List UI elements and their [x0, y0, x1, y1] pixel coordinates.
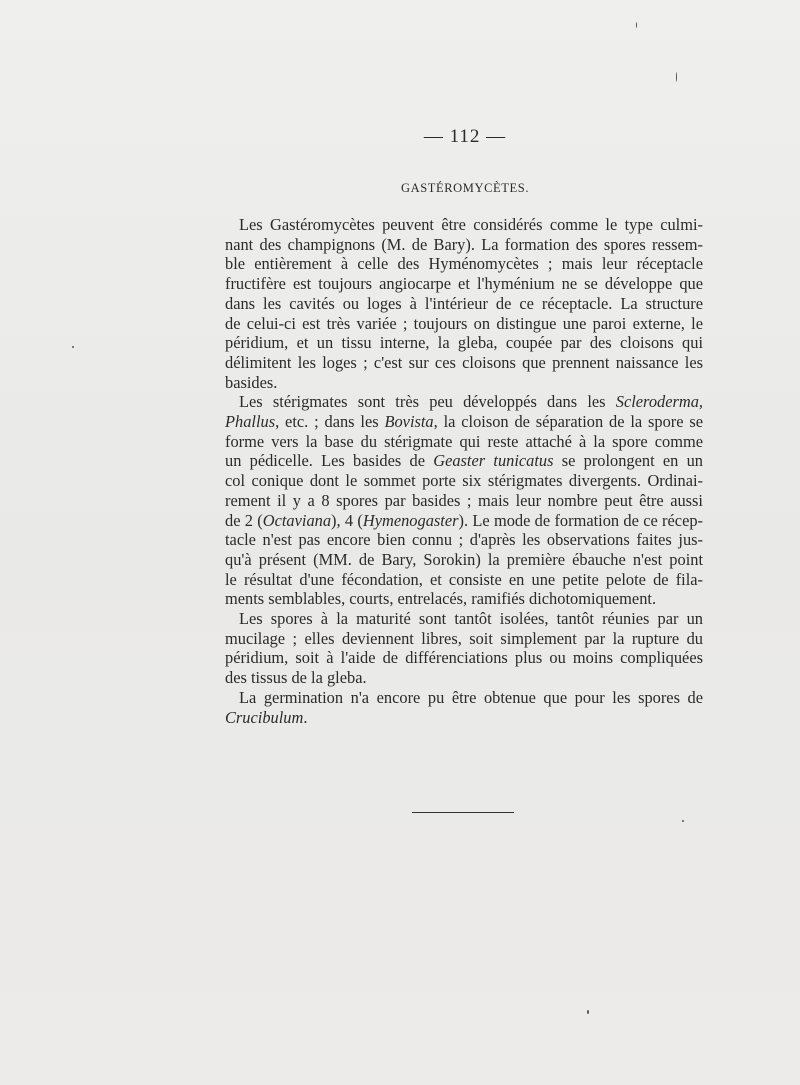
paragraph-germination — [225, 688, 703, 727]
text-line: des tissus de la gleba. — [225, 668, 367, 688]
text-line: La germination n'a encore pu être obtenue que pour les spores de — [239, 687, 703, 707]
text-line: Les spores à la maturité sont tantôt isolées, tantôt réunies par un — [239, 609, 703, 629]
italic-term: Hymenogaster — [362, 510, 459, 530]
text-line: fructifère est toujours angiocarpe et l'hyménium ne se développe que — [225, 274, 703, 294]
text-line: qu'à présent (MM. de Bary, Sorokin) la première ébauche n'est point — [225, 549, 703, 569]
italic-term: Geaster tunicatus — [433, 451, 554, 471]
scan-speck — [72, 346, 74, 348]
scan-speck — [682, 820, 684, 822]
text-line: Les Gastéromycètes peuvent être considérés comme le type culmi- — [239, 215, 703, 234]
text-line: nant des champignons (M. de Bary). La formation des spores ressem- — [225, 234, 703, 254]
text-line: un pédicelle. Les basides de Geaster tunicatus se prolongent en un — [225, 451, 703, 471]
end-rule — [412, 812, 514, 813]
text-line: dans les cavités ou loges à l'intérieur de ce réceptacle. La structure — [225, 293, 703, 313]
section-title: GASTÉROMYCÈTES. — [400, 181, 530, 195]
paragraph-sterigmates — [225, 392, 703, 609]
scan-speck — [587, 1010, 589, 1014]
page-number: — 112 — — [423, 126, 507, 147]
text-line: de celui-ci est très variée ; toujours on distingue une paroi externe, le — [225, 313, 703, 333]
scan-speck — [676, 72, 677, 82]
italic-term: Scleroderma, — [615, 392, 703, 412]
text-line: Crucibulum. — [225, 707, 308, 727]
italic-term: Phallus — [225, 412, 276, 432]
italic-term: Octaviana — [262, 510, 332, 530]
text-line: le résultat d'une fécondation, et consiste en une petite pelote de fila- — [225, 569, 703, 589]
italic-term: Bovista — [384, 412, 434, 432]
text-line: Phallus, etc. ; dans les Bovista, la cloison de séparation de la spore se — [225, 412, 704, 432]
text-line: mucilage ; elles deviennent libres, soit simplement par la rupture du — [225, 628, 703, 648]
text-line: tacle n'est pas encore bien connu ; d'après les observations faites jus- — [225, 530, 703, 550]
italic-term: Crucibulum — [225, 707, 304, 727]
text-line: Les stérigmates sont très peu développés dans les Scleroderma, — [239, 392, 703, 412]
scan-speck — [636, 22, 637, 28]
text-line: rement il y a 8 spores par basides ; mais leur nombre peut être aussi — [225, 490, 703, 510]
paragraph-spores — [225, 609, 703, 688]
text-line: péridium, et un tissu interne, la gleba, coupée par des cloisons qui — [225, 333, 703, 353]
text-line: péridium, soit à l'aide de différenciations plus ou moins compliquées — [225, 648, 703, 668]
body-text — [225, 215, 703, 727]
text-line: forme vers la base du stérigmate qui reste attaché à la spore comme — [225, 431, 703, 451]
text-line: délimitent les loges ; c'est sur ces cloisons que prennent naissance les — [225, 352, 703, 372]
text-line: basides. — [225, 372, 278, 392]
text-line: de 2 (Octaviana), 4 (Hymenogaster). Le mode de formation de ce récep- — [225, 510, 703, 530]
paragraph-gasteromycetes-intro — [225, 215, 703, 392]
text-line: ments semblables, courts, entrelacés, ramifiés dichotomiquement. — [225, 589, 657, 609]
text-line: ble entièrement à celle des Hyménomycètes ; mais leur réceptacle — [225, 254, 703, 274]
text-line: col conique dont le sommet porte six stérigmates divergents. Ordinai- — [225, 471, 703, 491]
